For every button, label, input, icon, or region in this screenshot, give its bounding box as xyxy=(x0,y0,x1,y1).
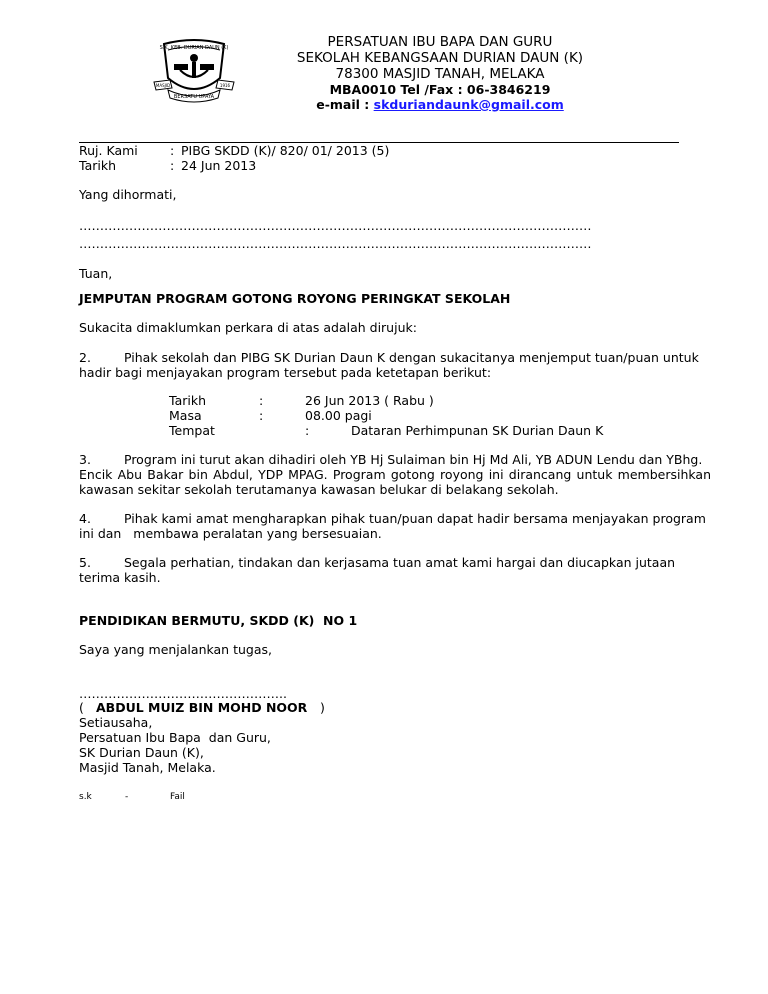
para5-text-first: Segala perhatian, tindakan dan kerjasama tuan amat kami hargai dan diucapkan jutaan xyxy=(124,555,676,570)
signatory-school: SK Durian Daun (K), xyxy=(79,745,204,760)
subject-heading: JEMPUTAN PROGRAM GOTONG ROYONG PERINGKAT SEKOLAH xyxy=(79,291,511,306)
date-colon: : xyxy=(170,158,175,173)
signature-open-paren: ( xyxy=(79,700,84,715)
date-label: Tarikh xyxy=(79,158,116,173)
detail-time-label: Masa xyxy=(169,408,202,423)
header-org-name: PERSATUAN IBU BAPA DAN GURU xyxy=(327,34,553,50)
school-crest-logo xyxy=(150,36,238,104)
recipient-line-1: …………………………………………………………………………………………………………… xyxy=(79,218,592,233)
para4-number: 4. xyxy=(79,511,91,526)
detail-date-label: Tarikh xyxy=(169,393,206,408)
detail-venue-value: Dataran Perhimpunan SK Durian Daun K xyxy=(351,423,604,438)
svg-text:S.K. KEB. DURIAN DAUN (K): S.K. KEB. DURIAN DAUN (K) xyxy=(159,45,229,51)
ruj-colon: : xyxy=(170,143,175,158)
para3-number: 3. xyxy=(79,452,91,467)
email-label: e-mail : xyxy=(316,97,374,112)
greeting: Tuan, xyxy=(79,266,113,281)
detail-venue-colon: : xyxy=(305,423,310,438)
para2-text-rest: hadir bagi menjayakan program tersebut pada ketetapan berikut: xyxy=(79,365,492,380)
svg-text:1916: 1916 xyxy=(219,83,231,88)
cc-value: Fail xyxy=(170,792,185,802)
signatory-organization: Persatuan Ibu Bapa dan Guru, xyxy=(79,730,271,745)
header-address: 78300 MASJID TANAH, MELAKA xyxy=(335,66,545,82)
salutation: Yang dihormati, xyxy=(79,187,177,202)
detail-date-value: 26 Jun 2013 ( Rabu ) xyxy=(305,393,434,408)
para3-text-rest: Encik Abu Bakar bin Abdul, YDP MPAG. Program gotong royong ini dirancang untuk membersihkan kawasan sekitar sekolah terutamanya kawasan belukar di belakang sekolah. xyxy=(79,467,711,497)
svg-text:MASJID: MASJID xyxy=(155,83,171,88)
recipient-line-2: …………………………………………………………………………………………………………… xyxy=(79,236,592,251)
header-phone: MBA0010 Tel /Fax : 06-3846219 xyxy=(329,82,551,97)
signatory-name: ABDUL MUIZ BIN MOHD NOOR xyxy=(96,700,308,715)
closing-line: Saya yang menjalankan tugas, xyxy=(79,642,272,657)
date-value: 24 Jun 2013 xyxy=(181,158,257,173)
detail-date-colon: : xyxy=(259,393,264,408)
para5-number: 5. xyxy=(79,555,91,570)
para4-text-rest: ini dan membawa peralatan yang bersesuaian. xyxy=(79,526,382,541)
detail-time-colon: : xyxy=(259,408,264,423)
signature-close-paren: ) xyxy=(320,700,325,715)
signatory-title: Setiausaha, xyxy=(79,715,153,730)
school-motto: PENDIDIKAN BERMUTU, SKDD (K) NO 1 xyxy=(79,613,358,628)
para2-text-first: Pihak sekolah dan PIBG SK Durian Daun K dengan sukacitanya menjemput tuan/puan untuk xyxy=(124,350,699,365)
email-link[interactable]: skduriandaunk@gmail.com xyxy=(373,97,564,112)
para2-number: 2. xyxy=(79,350,91,365)
signatory-place: Masjid Tanah, Melaka. xyxy=(79,760,216,775)
cc-label: s.k xyxy=(79,792,92,802)
para3-text-first: Program ini turut akan dihadiri oleh YB Hj Sulaiman bin Hj Md Ali, YB ADUN Lendu dan YBhg. xyxy=(124,452,703,467)
cc-dash: - xyxy=(125,792,129,802)
ruj-label: Ruj. Kami xyxy=(79,143,138,158)
signature-dots: ………………………………………….. xyxy=(79,686,287,701)
para4-text-first: Pihak kami amat mengharapkan pihak tuan/puan dapat hadir bersama menjayakan program xyxy=(124,511,706,526)
para5-text-rest: terima kasih. xyxy=(79,570,161,585)
ruj-value: PIBG SKDD (K)/ 820/ 01/ 2013 (5) xyxy=(181,143,390,158)
intro-text: Sukacita dimaklumkan perkara di atas adalah dirujuk: xyxy=(79,320,417,335)
header-school-name: SEKOLAH KEBANGSAAN DURIAN DAUN (K) xyxy=(296,50,584,66)
svg-text:BERSATU UPAYA: BERSATU UPAYA xyxy=(173,94,215,100)
detail-time-value: 08.00 pagi xyxy=(305,408,372,423)
header-email-line xyxy=(250,97,630,113)
detail-venue-label: Tempat xyxy=(169,423,215,438)
